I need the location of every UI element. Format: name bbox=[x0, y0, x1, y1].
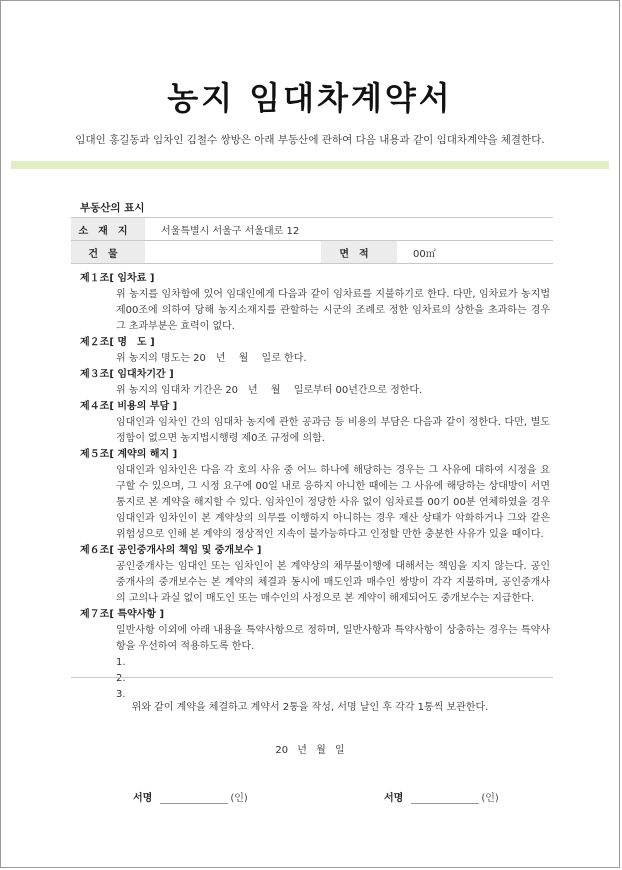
article bbox=[80, 271, 550, 335]
signature-line[interactable] bbox=[160, 793, 228, 804]
document-title: 농지 임대차계약서 bbox=[167, 79, 453, 117]
signature-label: 서명 bbox=[133, 793, 153, 804]
signature-label: 서명 bbox=[384, 793, 404, 804]
special-term-item: 1. bbox=[116, 657, 126, 668]
article-title: 제１조[ 임차료 ] bbox=[80, 273, 155, 284]
article-title: 제６조[ 공인중개사의 책임 및 중개보수 ] bbox=[80, 545, 262, 556]
article bbox=[80, 367, 550, 399]
closing-statement: 위와 같이 계약을 체결하고 계약서 2통을 작성, 서명 날인 후 각각 1통씩 보관한다. bbox=[131, 702, 489, 713]
articles-list bbox=[80, 271, 550, 703]
signature-left bbox=[133, 789, 248, 804]
article bbox=[80, 335, 550, 367]
property-row-location bbox=[71, 218, 553, 241]
signature-line[interactable] bbox=[411, 793, 479, 804]
article-body: 임대인과 임차인 간의 임대차 농지에 관한 공과금 등 비용의 부담은 다음과 같이 정한다. 다만, 별도 정함이 없으면 농지법시행령 제0조 규정에 의함. bbox=[116, 417, 550, 444]
special-term-item: 2. bbox=[116, 673, 126, 684]
article bbox=[80, 447, 550, 543]
article bbox=[80, 399, 550, 447]
header-divider bbox=[11, 161, 609, 169]
article-title: 제７조[ 특약사항 ] bbox=[80, 609, 165, 620]
property-row-building bbox=[71, 241, 553, 264]
article-title: 제５조[ 계약의 해지 ] bbox=[80, 449, 178, 460]
area-label: 면적 bbox=[321, 241, 397, 264]
intro-text: 임대인 홍길동과 임차인 김철수 쌍방은 아래 부동산에 관하여 다음 내용과 같이 임대차계약을 체결한다. bbox=[75, 134, 545, 146]
article bbox=[80, 607, 550, 703]
article-body: 공인중개사는 임대인 또는 임차인이 본 계약상의 채무불이행에 대해서는 책임을 지지 않는다. 공인중개사의 중개보수는 본 계약의 체결과 동시에 매도인과 매수인 쌍방이 각각 지불하며, 공인중개사의 고의나 과실 없이 매도인 또는 매수인의 사정으로 본 계약이 해제되어도 중개보수는 지급한다. bbox=[116, 561, 550, 604]
location-label: 소재지 bbox=[71, 218, 145, 241]
seal-mark: (인) bbox=[481, 793, 499, 804]
article-body: 임대인과 임차인은 다음 각 호의 사유 중 어느 하나에 해당하는 경우는 그 사유에 대하여 시정을 요구할 수 있으며, 그 시정 요구에 00일 내로 응하지 아니한 때에는 그 사유에 해당하는 상대방이 서면 통지로 본 계약을 해지할 수 있다. 임차인이 정당한 사유 없이 임차료를 00기 00분 연체하였을 경우 임대인과 임차인이 본 계약상의 의무를 이행하지 아니하는 경우 재산 상태가 악화하거나 그와 같은 위험성으로 인해 본 계약의 정상적인 지속이 불가능하다고 인정할 만한 충분한 사유가 있을 때이다. bbox=[116, 465, 550, 540]
building-label: 건물 bbox=[71, 241, 145, 264]
bottom-divider bbox=[71, 677, 553, 678]
article-body: 위 농지의 명도는 20 년 월 일로 한다. bbox=[116, 353, 307, 364]
property-section-title: 부동산의 표시 bbox=[80, 202, 145, 214]
seal-mark: (인) bbox=[230, 793, 248, 804]
article-body: 위 농지를 임차함에 있어 임대인에게 다음과 같이 임차료를 지불하기로 한다. 다만, 임차료가 농지법 제00조에 의하여 당해 농지소재지를 관할하는 시군의 조례로 정한 임차료의 상한을 초과하는 경우 그 초과부분은 효력이 없다. bbox=[116, 289, 550, 332]
article-title: 제４조[ 비용의 부담 ] bbox=[80, 401, 178, 412]
article-body: 일반사항 이외에 아래 내용을 특약사항으로 정하며, 일반사항과 특약사항이 상충하는 경우는 특약사항을 우선하여 적용하도록 한다. bbox=[116, 625, 550, 652]
location-value: 서울특별시 서울구 서울대로 12 bbox=[145, 218, 553, 241]
article-body: 위 농지의 임대차 기간은 20 년 월 일로부터 00년간으로 정한다. bbox=[116, 385, 423, 396]
article-title: 제２조[ 명 도 ] bbox=[80, 337, 155, 348]
contract-date: 20 년 월 일 bbox=[275, 745, 345, 756]
special-term-item: 3. bbox=[116, 689, 126, 700]
property-table bbox=[71, 217, 553, 264]
signature-right bbox=[384, 789, 499, 804]
area-value: 00㎡ bbox=[397, 241, 553, 264]
article-title: 제３조[ 임대차기간 ] bbox=[80, 369, 174, 380]
building-value bbox=[145, 241, 321, 264]
article bbox=[80, 543, 550, 607]
